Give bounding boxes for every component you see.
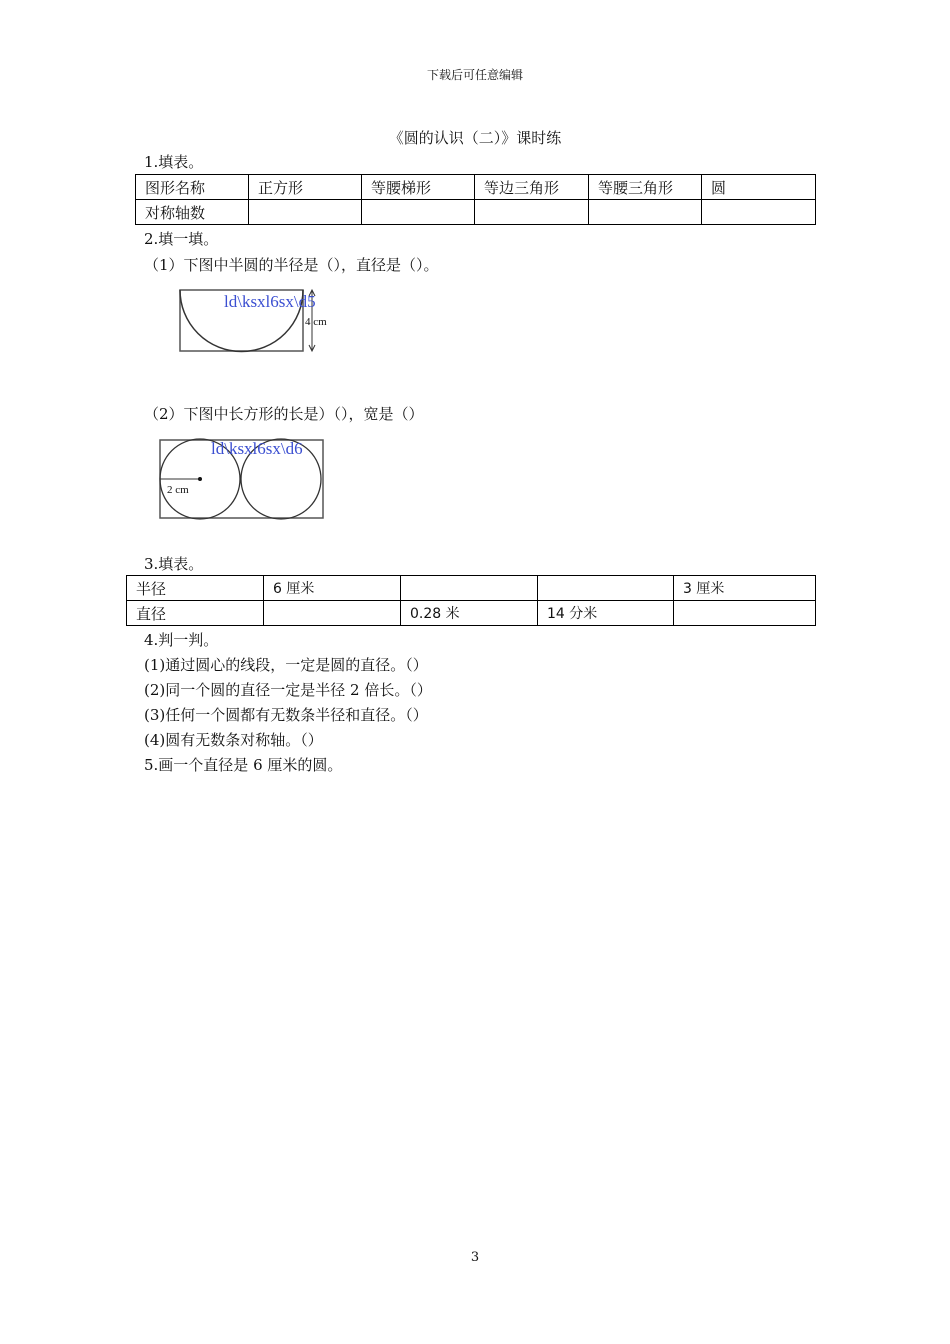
table-row — [136, 200, 816, 225]
answer-cell[interactable] — [589, 200, 702, 225]
q3-table — [126, 575, 816, 626]
answer-cell[interactable] — [249, 200, 362, 225]
table-cell: 6 厘米 — [264, 576, 401, 601]
answer-cell[interactable] — [702, 200, 816, 225]
table-cell: 等腰梯形 — [362, 175, 475, 200]
table-cell: 0.28 米 — [401, 601, 538, 626]
figure-dimension-label: 4 cm — [305, 316, 327, 328]
page-number: 3 — [470, 1250, 480, 1265]
page-header: 下载后可任意编辑 — [426, 68, 523, 82]
q1-label: 1.填表。 — [144, 153, 204, 171]
q5-label: 5.画一个直径是 6 厘米的圆。 — [144, 756, 343, 774]
q4-label: 4.判一判。 — [144, 631, 219, 649]
table-cell: 正方形 — [249, 175, 362, 200]
answer-cell[interactable] — [674, 601, 816, 626]
table-cell: 直径 — [127, 601, 264, 626]
table-row — [127, 601, 816, 626]
q4-item: (2)同一个圆的直径一定是半径 2 倍长。（） — [144, 681, 432, 699]
q4-item: (4)圆有无数条对称轴。（） — [144, 731, 323, 749]
semicircle-figure — [160, 285, 345, 360]
answer-cell[interactable] — [362, 200, 475, 225]
figure-dimension-label: 2 cm — [167, 484, 189, 496]
two-circles-figure — [155, 435, 330, 525]
table-cell: 圆 — [702, 175, 816, 200]
table-cell: 等边三角形 — [475, 175, 589, 200]
q4-item: (3)任何一个圆都有无数条半径和直径。（） — [144, 706, 428, 724]
answer-cell[interactable] — [264, 601, 401, 626]
table-cell: 对称轴数 — [136, 200, 249, 225]
table-cell: 等腰三角形 — [589, 175, 702, 200]
q2-label: 2.填一填。 — [144, 230, 219, 248]
answer-cell[interactable] — [401, 576, 538, 601]
q4-item: (1)通过圆心的线段，一定是圆的直径。（） — [144, 656, 428, 674]
center-point — [198, 477, 202, 481]
table-cell: 14 分米 — [538, 601, 674, 626]
table-cell: 图形名称 — [136, 175, 249, 200]
answer-cell[interactable] — [475, 200, 589, 225]
figure-watermark: ld\ksxl6sx\d6 — [211, 439, 303, 458]
q2-sub1: （1）下图中半圆的半径是（），直径是（）。 — [144, 256, 439, 274]
q2-sub2: （2）下图中长方形的长是）（），宽是（） — [144, 405, 424, 423]
table-cell: 3 厘米 — [674, 576, 816, 601]
table-row — [136, 175, 816, 200]
answer-cell[interactable] — [538, 576, 674, 601]
figure-watermark: ld\ksxl6sx\d5 — [224, 292, 316, 311]
table-row — [127, 576, 816, 601]
worksheet-title: 《圆的认识（二）》课时练 — [388, 129, 562, 147]
q1-table — [135, 174, 816, 225]
table-cell: 半径 — [127, 576, 264, 601]
q3-label: 3.填表。 — [144, 555, 204, 573]
